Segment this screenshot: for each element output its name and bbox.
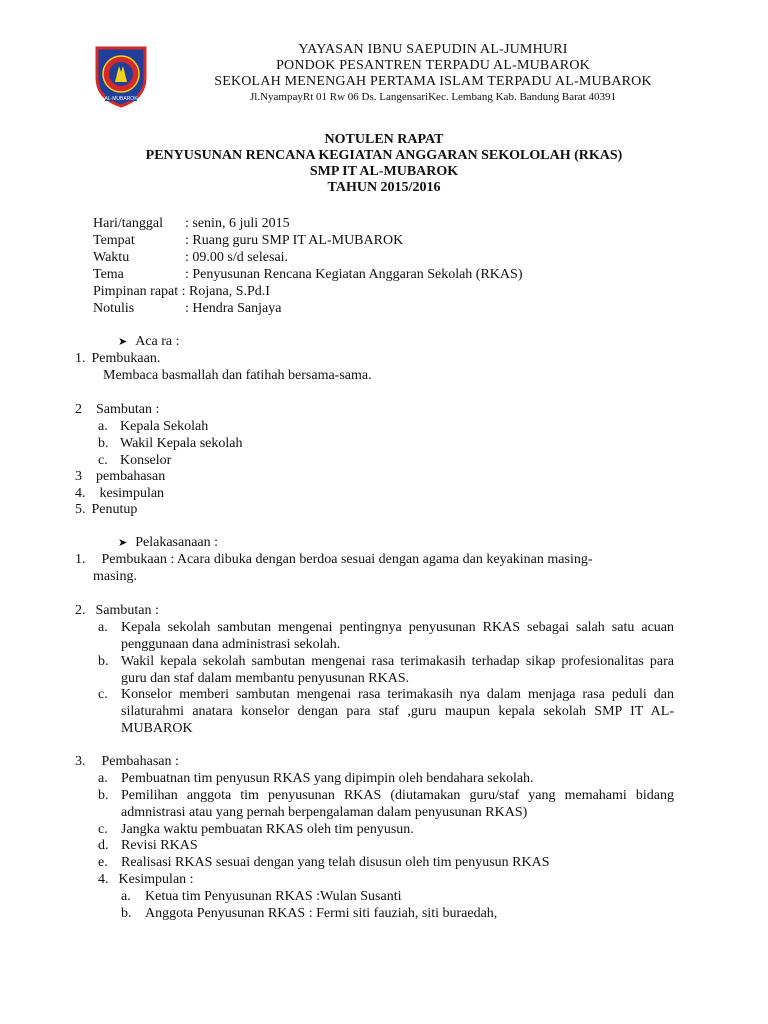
impl-sub-marker: a. [98,620,108,635]
agenda-sub-c: c. Konselor [98,453,172,468]
impl-sub-4a: a. Ketua tim Penyusunan RKAS :Wulan Susanti [121,889,402,904]
info-label: Pimpinan rapat [93,284,179,299]
impl-sub-2b: Wakil kepala sekolah sambutan mengenai rasa terimakasih terhadap sikap profesionalitas para guru dan staf dalam membantu penyusunan RKAS. [121,654,674,686]
impl-sub-3b: Pemilihan anggota tim penyusunan RKAS (diutamakan guru/staf yang memahami bidang admnistrasi atau yang pernah berpengalaman dalam penyusunan RKAS) [121,788,674,820]
info-row-notetaker [93,300,281,317]
foundation-name: YAYASAN IBNU SAEPUDIN AL-JUMHURI [298,42,568,57]
school-name: SEKOLAH MENENGAH PERTAMA ISLAM TERPADU AL-MUBAROK [214,74,652,89]
info-label: Tema [93,267,124,282]
impl-sub-3e: Realisasi RKAS sesuai dengan yang telah disusun oleh tim penyusun RKAS [121,855,550,870]
info-value: : Hendra Sanjaya [185,301,282,316]
implementation-heading: ➤ Pelakasanaan : [118,535,219,550]
document-title [80,132,688,196]
info-row-place [93,232,403,249]
info-label: Notulis [93,301,135,316]
title-line-1: NOTULEN RAPAT [324,132,444,147]
info-value: : Rojana, S.Pd.I [181,284,270,299]
agenda-item-1-detail: Membaca basmallah dan fatihah bersama-sama. [103,368,372,383]
school-address: Jl.NyampayRt 01 Rw 06 Ds. LangensariKec. Lembang Kab. Bandung Barat 40391 [250,91,616,103]
info-label: Hari/tanggal [93,216,163,231]
info-row-date [93,215,290,232]
impl-item-2: 2. Sambutan : [75,603,159,618]
agenda-heading: ➤ Aca ra : [118,334,180,349]
impl-item-1-cont: masing. [93,569,137,584]
impl-sub-marker: b. [98,654,109,669]
arrow-bullet-icon: ➤ [118,336,128,348]
title-line-2: PENYUSUNAN RENCANA KEGIATAN ANGGARAN SEKOLOLAH (RKAS) [145,148,623,163]
agenda-item-1: 1. Pembukaan. [75,351,161,366]
impl-sub-3c: Jangka waktu pembuatan RKAS oleh tim penyusun. [121,822,414,837]
school-logo [93,42,149,108]
info-value: : Ruang guru SMP IT AL-MUBAROK [185,233,404,248]
agenda-item-2: 2 Sambutan : [75,402,160,417]
impl-item-1: 1. Pembukaan : Acara dibuka dengan berdoa sesuai dengan agama dan keyakinan masing- [75,552,593,567]
impl-sub-4b: b. Anggota Penyusunan RKAS : Fermi siti fauziah, siti buraedah, [121,906,498,921]
impl-sub-marker: c. [98,822,108,837]
impl-sub-2c: Konselor memberi sambutan mengenai rasa terimakasih nya dalam menjaga rasa peduli dan silaturahmi anatara konselor dengan para staf ,guru maupun kepala sekolah SMP IT AL-MUBAROK [121,687,674,736]
impl-sub-3a: Pembuatnan tim penyusun RKAS yang dipimpin oleh bendahara sekolah. [121,771,534,786]
info-label: Waktu [93,250,130,265]
impl-item-3: 3. Pembahasan : [75,754,179,769]
title-line-3: SMP IT AL-MUBAROK [309,164,459,179]
impl-sub-marker: e. [98,855,108,870]
impl-sub-marker: c. [98,687,108,702]
agenda-item-4: 4. kesimpulan [75,486,165,501]
impl-sub-marker: b. [98,788,109,803]
info-label: Tempat [93,233,135,248]
letterhead [150,42,716,105]
agenda-sub-b: b. Wakil Kepala sekolah [98,436,243,451]
info-row-theme [93,266,522,283]
impl-sub-3d: Revisi RKAS [121,838,198,853]
arrow-bullet-icon: ➤ [118,537,128,549]
info-value: : Penyusunan Rencana Kegiatan Anggaran Sekolah (RKAS) [185,267,523,282]
impl-sub-marker: d. [98,838,109,853]
impl-sub-2a: Kepala sekolah sambutan mengenai pentingnya penyusunan RKAS sebagai salah satu acuan penggunaan dana administrasi sekolah. [121,620,674,652]
agenda-sub-a: a. Kepala Sekolah [98,419,209,434]
info-value: : 09.00 s/d selesai. [185,250,289,265]
info-row-leader [93,283,270,300]
title-line-4: TAHUN 2015/2016 [327,180,441,195]
agenda-item-3: 3 pembahasan [75,469,166,484]
impl-sub-marker: a. [98,771,108,786]
logo-text: AL-MUBAROK [104,96,138,102]
info-row-time [93,249,288,266]
info-value: : senin, 6 juli 2015 [185,216,290,231]
agenda-item-5: 5. Penutup [75,502,138,517]
impl-item-4: 4. Kesimpulan : [98,872,194,887]
pesantren-name: PONDOK PESANTREN TERPADU AL-MUBAROK [276,58,590,73]
